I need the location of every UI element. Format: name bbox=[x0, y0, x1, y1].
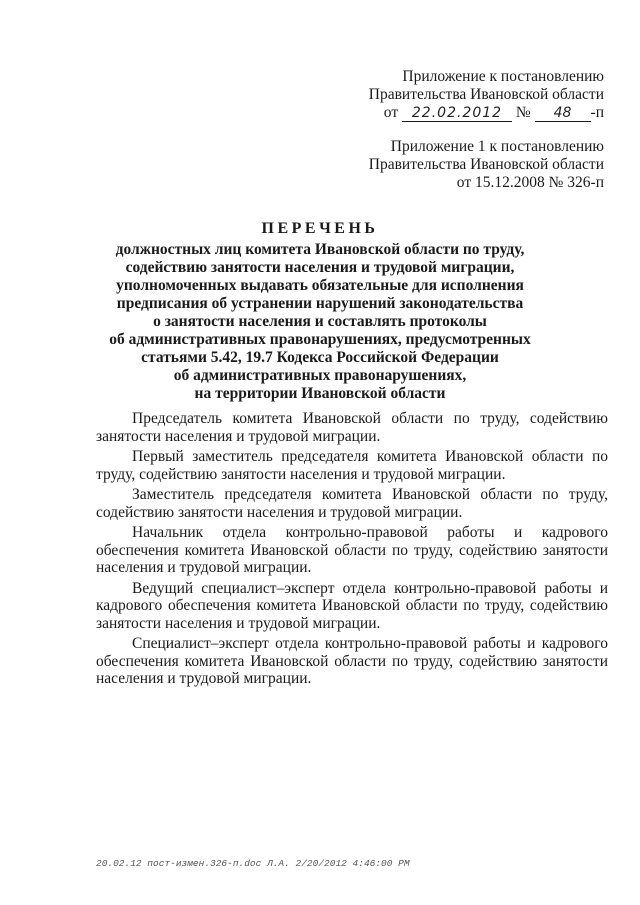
appendix-header-current bbox=[369, 68, 604, 122]
title-line: о занятости населения и составлять протоколы bbox=[153, 313, 487, 330]
title-line: на территории Ивановской области bbox=[194, 385, 446, 402]
appendix-line: от 15.12.2008 № 326-п bbox=[456, 174, 604, 191]
number-suffix: -п bbox=[590, 104, 604, 121]
title-line: содействию занятости населения и трудовой миграции, bbox=[125, 259, 515, 276]
title-line: уполномоченных выдавать обязательные для исполнения bbox=[116, 277, 524, 294]
number-label: № bbox=[515, 104, 531, 121]
title-heading: ПЕРЕЧЕНЬ bbox=[261, 220, 379, 237]
official-entry: Начальник отдела контрольно-правовой работы и кадрового обеспечения комитета Ивановской области по труду, содействию занятости населения и трудовой миграции. bbox=[96, 524, 608, 576]
official-entry: Специалист–эксперт отдела контрольно-правовой работы и кадрового обеспечения комитета Ивановской области по труду, содействию занятости населения и трудовой миграции. bbox=[96, 635, 608, 687]
appendix-date-number-line bbox=[369, 104, 604, 122]
appendix-header-original bbox=[369, 138, 604, 192]
title-line: об административных правонарушениях, bbox=[173, 367, 467, 384]
title-line: должностных лиц комитета Ивановской области по труду, bbox=[115, 241, 525, 258]
appendix-line: Приложение к постановлению bbox=[402, 68, 604, 85]
official-entry: Председатель комитета Ивановской области по труду, содействию занятости населения и трудовой миграции. bbox=[96, 410, 608, 445]
official-entry: Первый заместитель председателя комитета Ивановской области по труду, содействию занятости населения и трудовой миграции. bbox=[96, 448, 608, 483]
title-line: статьями 5.42, 19.7 Кодекса Российской Федерации bbox=[141, 349, 499, 366]
appendix-line: Приложение 1 к постановлению bbox=[390, 138, 604, 155]
from-label: от bbox=[383, 104, 399, 121]
title-line: об административных правонарушениях, предусмотренных bbox=[109, 331, 531, 348]
handwritten-number: 48 bbox=[535, 105, 591, 122]
appendix-line: Правительства Ивановской области bbox=[368, 86, 604, 103]
official-entry: Заместитель председателя комитета Ивановской области по труду, содействию занятости населения и трудовой миграции. bbox=[96, 486, 608, 521]
official-entry: Ведущий специалист–эксперт отдела контрольно-правовой работы и кадрового обеспечения комитета Ивановской области по труду, содействию занятости населения и трудовой миграции. bbox=[96, 579, 608, 632]
document-title bbox=[80, 220, 560, 403]
officials-list bbox=[96, 410, 608, 691]
appendix-line: Правительства Ивановской области bbox=[368, 156, 604, 173]
handwritten-date: 22.02.2012 bbox=[402, 105, 512, 122]
title-line: предписания об устранении нарушений законодательства bbox=[116, 295, 524, 312]
file-footer: 20.02.12 пост-измен.326-п.doc Л.А. 2/20/2012 4:46:00 PM bbox=[96, 858, 410, 869]
